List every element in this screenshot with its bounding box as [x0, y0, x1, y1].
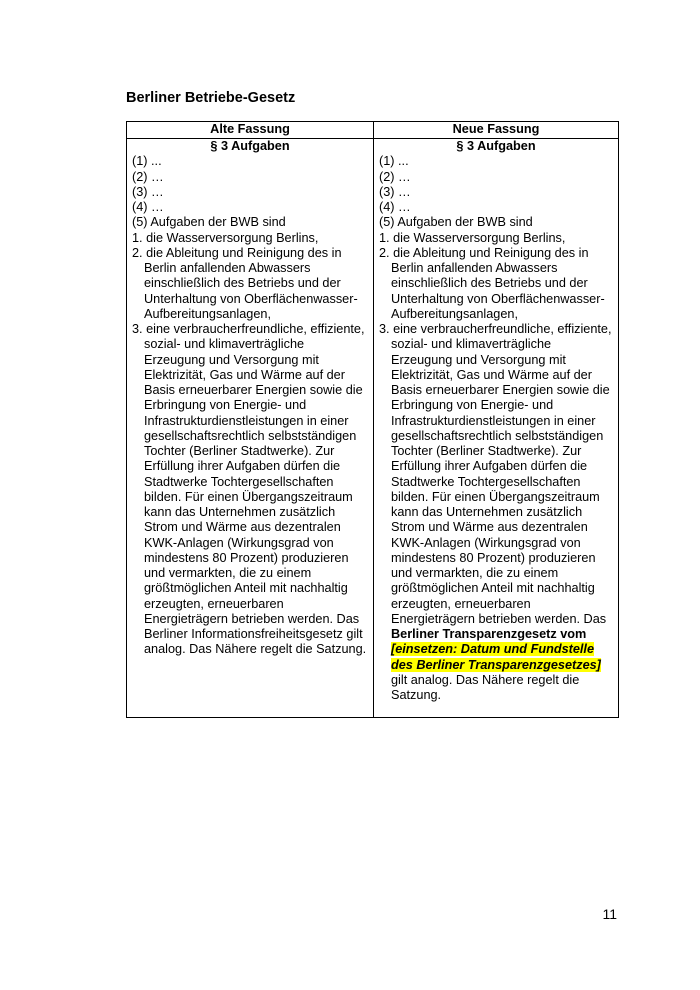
new-item-3-highlight: [einsetzen: Datum und Fundstelle des Berliner Transparenzgesetzes]: [391, 642, 601, 672]
comparison-table: [126, 121, 619, 718]
new-item-3-tail: gilt analog. Das Nähere regelt die Satzung.: [391, 672, 580, 702]
new-paragraph-4: (4) …: [379, 200, 411, 214]
new-paragraph-3: (3) …: [379, 184, 411, 199]
old-list-item-3: 3. eine verbraucherfreundliche, effiziente, sozial- und klimaverträgliche Erzeugung und Versorgung mit Elektrizität, Gas und Wärme auf der Basis erneuerbarer Energien sowie die Erbringung von Energie- und Infrastrukturdienstleistungen in einer gesellschaftsrechtlich selbstständigen Tochter (Berliner Stadtwerke). Zur Erfüllung ihrer Aufgaben dürfen die Stadtwerke Tochtergesellschaften bilden. Für einen Übergangszeitraum kann das Unternehmen zusätzlich Strom und Wärme aus dezentralen KWK-Anlagen (Wirkungsgrad von mindestens 80 Prozent) produzieren und vermarkten, die zu einem größtmöglichen Anteil mit nachhaltig erzeugten, erneuerbaren Energieträgern betrieben werden. Das Berliner Informationsfreiheitsgesetz gilt analog. Das Nähere regelt die Satzung.: [132, 322, 367, 657]
header-new-version: Neue Fassung: [374, 122, 619, 139]
table-header-row: [127, 122, 619, 139]
page-number: 11: [602, 906, 617, 922]
header-old-version: Alte Fassung: [127, 122, 374, 139]
new-item-3-text: 3. eine verbraucherfreundliche, effiziente, sozial- und klimaverträgliche Erzeugung und Versorgung mit Elektrizität, Gas und Wärme auf der Basis erneuerbarer Energien sowie die Erbringung von Energie- und Infrastrukturdienstleistungen in einer gesellschaftsrechtlich selbstständigen Tochter (Berliner Stadtwerke). Zur Erfüllung ihrer Aufgaben dürfen die Stadtwerke Tochtergesellschaften bilden. Für einen Übergangszeitraum kann das Unternehmen zusätzlich Strom und Wärme aus dezentralen KWK-Anlagen (Wirkungsgrad von mindestens 80 Prozent) produzieren und vermarkten, die zu einem größtmöglichen Anteil mit nachhaltig erzeugten, erneuerbaren Energieträgern betrieben werden. Das: [379, 322, 612, 626]
new-version-cell: [374, 139, 619, 718]
old-paragraph-4: (4) …: [132, 200, 164, 214]
new-paragraph-1: (1) ...: [379, 154, 409, 169]
new-paragraph-5: (5) Aufgaben der BWB sind: [379, 215, 533, 230]
old-list-item-1: 1. die Wasserversorgung Berlins,: [132, 230, 319, 245]
new-paragraph-2: (2) …: [379, 169, 411, 184]
new-list-item-1: 1. die Wasserversorgung Berlins,: [379, 230, 566, 245]
old-paragraph-2: (2) …: [132, 169, 164, 184]
table-row: [127, 139, 619, 718]
old-version-cell: [127, 139, 374, 718]
new-list-item-3: [379, 322, 613, 703]
old-paragraph-5: (5) Aufgaben der BWB sind: [132, 215, 286, 230]
document-title: Berliner Betriebe-Gesetz: [126, 90, 296, 106]
old-paragraph-1: (1) ...: [132, 154, 162, 169]
old-list-item-2: 2. die Ableitung und Reinigung des in Berlin anfallenden Abwassers einschließlich des Betriebs und der Unterhaltung von Oberflächenwasser-Aufbereitungsanlagen,: [132, 245, 358, 321]
old-section-heading: § 3 Aufgaben: [210, 139, 290, 153]
new-list-item-2: 2. die Ableitung und Reinigung des in Berlin anfallenden Abwassers einschließlich des Betriebs und der Unterhaltung von Oberflächenwasser-Aufbereitungsanlagen,: [379, 245, 605, 321]
new-section-heading: § 3 Aufgaben: [456, 139, 536, 153]
old-paragraph-3: (3) …: [132, 184, 164, 199]
new-item-3-bold-text: Berliner Transparenzgesetz vom: [391, 627, 587, 641]
